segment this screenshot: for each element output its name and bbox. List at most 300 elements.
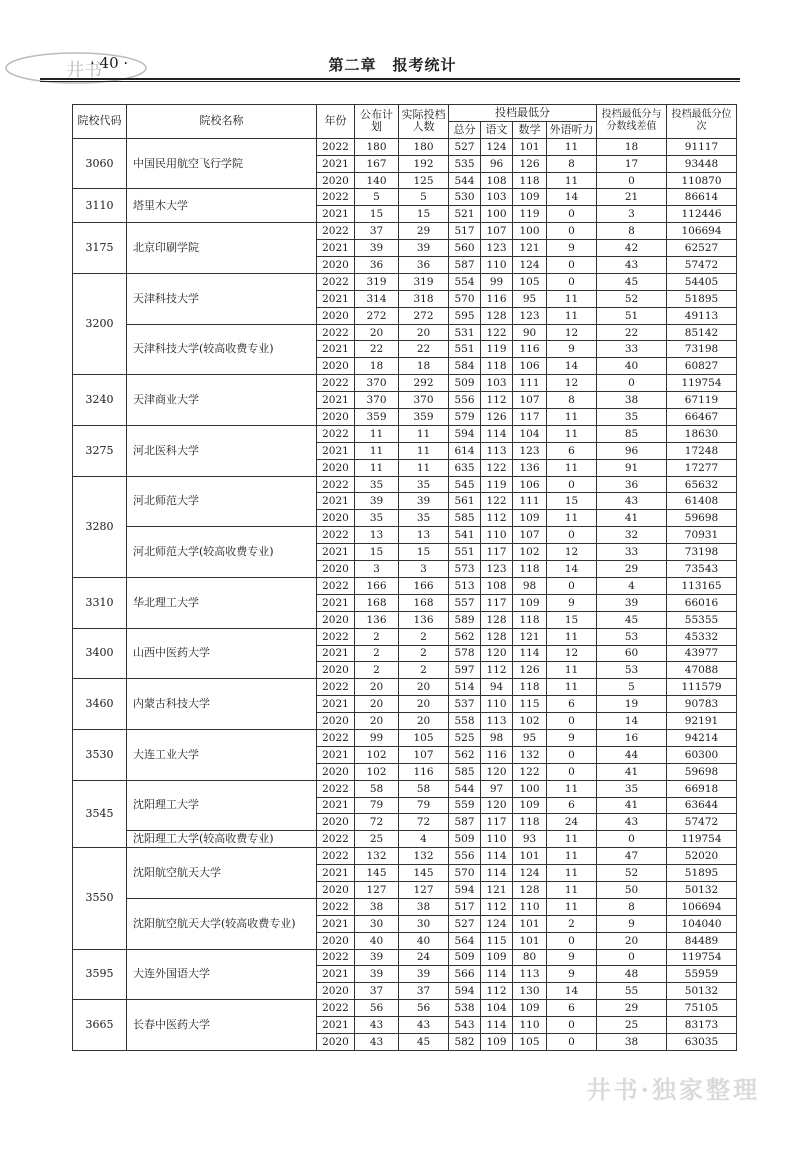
cell-math: 118	[513, 561, 547, 578]
cell-actual: 35	[399, 476, 449, 493]
cell-actual: 15	[399, 206, 449, 223]
school-name: 天津科技大学	[127, 273, 317, 324]
cell-actual: 370	[399, 392, 449, 409]
cell-total: 558	[449, 713, 481, 730]
cell-diff: 52	[597, 865, 667, 882]
cell-diff: 42	[597, 240, 667, 257]
cell-plan: 39	[355, 949, 399, 966]
cell-math: 115	[513, 696, 547, 713]
cell-rank: 119754	[667, 949, 737, 966]
cell-rank: 65632	[667, 476, 737, 493]
cell-rank: 83173	[667, 1017, 737, 1034]
cell-listening: 9	[547, 341, 597, 358]
cell-diff: 60	[597, 645, 667, 662]
cell-year: 2021	[317, 797, 355, 814]
cell-plan: 3	[355, 561, 399, 578]
cell-diff: 38	[597, 1033, 667, 1050]
cell-actual: 2	[399, 662, 449, 679]
cell-diff: 52	[597, 290, 667, 307]
cell-chinese: 122	[481, 459, 513, 476]
cell-year: 2022	[317, 189, 355, 206]
cell-rank: 92191	[667, 713, 737, 730]
cell-chinese: 119	[481, 341, 513, 358]
cell-listening: 12	[547, 645, 597, 662]
cell-rank: 60300	[667, 746, 737, 763]
cell-total: 584	[449, 358, 481, 375]
cell-plan: 35	[355, 510, 399, 527]
school-name: 华北理工大学	[127, 577, 317, 628]
cell-listening: 8	[547, 155, 597, 172]
cell-math: 107	[513, 392, 547, 409]
cell-year: 2020	[317, 409, 355, 426]
cell-plan: 99	[355, 729, 399, 746]
cell-rank: 50132	[667, 881, 737, 898]
cell-diff: 33	[597, 544, 667, 561]
cell-actual: 5	[399, 189, 449, 206]
cell-listening: 9	[547, 594, 597, 611]
cell-chinese: 104	[481, 1000, 513, 1017]
cell-year: 2022	[317, 577, 355, 594]
cell-chinese: 114	[481, 425, 513, 442]
cell-total: 513	[449, 577, 481, 594]
cell-diff: 43	[597, 493, 667, 510]
cell-actual: 116	[399, 763, 449, 780]
cell-rank: 113165	[667, 577, 737, 594]
cell-chinese: 99	[481, 273, 513, 290]
cell-chinese: 96	[481, 155, 513, 172]
cell-actual: 192	[399, 155, 449, 172]
cell-math: 109	[513, 1000, 547, 1017]
cell-rank: 67119	[667, 392, 737, 409]
cell-math: 110	[513, 1017, 547, 1034]
school-name: 中国民用航空飞行学院	[127, 138, 317, 189]
cell-actual: 292	[399, 375, 449, 392]
cell-math: 109	[513, 594, 547, 611]
cell-year: 2022	[317, 324, 355, 341]
cell-listening: 6	[547, 442, 597, 459]
cell-listening: 11	[547, 865, 597, 882]
cell-rank: 75105	[667, 1000, 737, 1017]
cell-chinese: 116	[481, 290, 513, 307]
cell-listening: 14	[547, 561, 597, 578]
cell-chinese: 97	[481, 780, 513, 797]
school-name: 长春中医药大学	[127, 1000, 317, 1051]
cell-actual: 43	[399, 1017, 449, 1034]
cell-chinese: 108	[481, 577, 513, 594]
cell-actual: 319	[399, 273, 449, 290]
cell-diff: 51	[597, 307, 667, 324]
cell-total: 594	[449, 983, 481, 1000]
cell-plan: 168	[355, 594, 399, 611]
school-code: 3310	[73, 577, 127, 628]
cell-actual: 79	[399, 797, 449, 814]
cell-listening: 14	[547, 189, 597, 206]
cell-actual: 15	[399, 544, 449, 561]
cell-plan: 35	[355, 476, 399, 493]
cell-plan: 132	[355, 848, 399, 865]
col-total-header: 总分	[449, 121, 481, 138]
cell-rank: 17277	[667, 459, 737, 476]
cell-total: 509	[449, 831, 481, 848]
cell-listening: 11	[547, 881, 597, 898]
cell-total: 537	[449, 696, 481, 713]
cell-rank: 43977	[667, 645, 737, 662]
cell-plan: 18	[355, 358, 399, 375]
cell-listening: 0	[547, 1017, 597, 1034]
cell-listening: 0	[547, 273, 597, 290]
cell-year: 2021	[317, 915, 355, 932]
cell-rank: 57472	[667, 814, 737, 831]
cell-actual: 125	[399, 172, 449, 189]
cell-plan: 39	[355, 240, 399, 257]
cell-actual: 318	[399, 290, 449, 307]
cell-year: 2020	[317, 932, 355, 949]
cell-plan: 11	[355, 459, 399, 476]
cell-chinese: 128	[481, 307, 513, 324]
cell-chinese: 124	[481, 915, 513, 932]
col-chinese-header: 语文	[481, 121, 513, 138]
cell-diff: 55	[597, 983, 667, 1000]
cell-year: 2022	[317, 628, 355, 645]
cell-year: 2021	[317, 442, 355, 459]
cell-diff: 35	[597, 409, 667, 426]
cell-chinese: 94	[481, 679, 513, 696]
cell-year: 2022	[317, 679, 355, 696]
table-row	[73, 898, 737, 915]
cell-actual: 11	[399, 442, 449, 459]
cell-listening: 0	[547, 476, 597, 493]
col-diff-header: 投档最低分与分数线差值	[597, 105, 667, 139]
cell-year: 2022	[317, 898, 355, 915]
cell-rank: 49113	[667, 307, 737, 324]
cell-listening: 6	[547, 797, 597, 814]
table-row	[73, 189, 737, 206]
cell-total: 585	[449, 763, 481, 780]
cell-diff: 35	[597, 780, 667, 797]
cell-year: 2020	[317, 459, 355, 476]
cell-total: 597	[449, 662, 481, 679]
cell-diff: 53	[597, 662, 667, 679]
cell-rank: 51895	[667, 290, 737, 307]
cell-actual: 180	[399, 138, 449, 155]
cell-diff: 0	[597, 831, 667, 848]
school-code: 3545	[73, 780, 127, 848]
cell-math: 117	[513, 409, 547, 426]
table-row	[73, 138, 737, 155]
cell-listening: 24	[547, 814, 597, 831]
cell-plan: 56	[355, 1000, 399, 1017]
cell-actual: 20	[399, 696, 449, 713]
school-name: 塔里木大学	[127, 189, 317, 223]
cell-year: 2021	[317, 696, 355, 713]
cell-actual: 38	[399, 898, 449, 915]
cell-total: 595	[449, 307, 481, 324]
cell-year: 2022	[317, 1000, 355, 1017]
cell-listening: 11	[547, 138, 597, 155]
cell-listening: 0	[547, 527, 597, 544]
cell-diff: 22	[597, 324, 667, 341]
cell-rank: 59698	[667, 510, 737, 527]
cell-total: 517	[449, 223, 481, 240]
cell-year: 2020	[317, 510, 355, 527]
cell-listening: 0	[547, 713, 597, 730]
cell-plan: 43	[355, 1017, 399, 1034]
cell-chinese: 116	[481, 746, 513, 763]
cell-year: 2020	[317, 257, 355, 274]
table-row	[73, 949, 737, 966]
cell-listening: 11	[547, 510, 597, 527]
cell-total: 543	[449, 1017, 481, 1034]
cell-math: 109	[513, 510, 547, 527]
cell-rank: 110870	[667, 172, 737, 189]
cell-actual: 39	[399, 493, 449, 510]
cell-diff: 41	[597, 763, 667, 780]
cell-total: 570	[449, 290, 481, 307]
school-code: 3200	[73, 273, 127, 374]
cell-year: 2022	[317, 780, 355, 797]
cell-math: 80	[513, 949, 547, 966]
table-row	[73, 628, 737, 645]
school-code: 3595	[73, 949, 127, 1000]
cell-math: 109	[513, 189, 547, 206]
cell-year: 2021	[317, 746, 355, 763]
cell-plan: 2	[355, 645, 399, 662]
table-row	[73, 729, 737, 746]
table-row	[73, 273, 737, 290]
cell-rank: 106694	[667, 223, 737, 240]
cell-total: 517	[449, 898, 481, 915]
cell-listening: 11	[547, 780, 597, 797]
cell-year: 2020	[317, 172, 355, 189]
cell-math: 124	[513, 257, 547, 274]
cell-plan: 39	[355, 493, 399, 510]
cell-year: 2021	[317, 493, 355, 510]
cell-year: 2022	[317, 831, 355, 848]
cell-chinese: 114	[481, 848, 513, 865]
cell-plan: 13	[355, 527, 399, 544]
logo-text: 井书	[66, 60, 102, 81]
cell-actual: 13	[399, 527, 449, 544]
cell-diff: 85	[597, 425, 667, 442]
cell-rank: 59698	[667, 763, 737, 780]
school-name: 河北师范大学	[127, 476, 317, 527]
school-code: 3280	[73, 476, 127, 577]
cell-total: 579	[449, 409, 481, 426]
cell-rank: 66467	[667, 409, 737, 426]
cell-chinese: 122	[481, 324, 513, 341]
cell-diff: 96	[597, 442, 667, 459]
cell-year: 2021	[317, 966, 355, 983]
cell-listening: 11	[547, 409, 597, 426]
table-row	[73, 375, 737, 392]
cell-year: 2022	[317, 375, 355, 392]
cell-listening: 12	[547, 544, 597, 561]
cell-rank: 119754	[667, 831, 737, 848]
admission-stats-table	[72, 104, 737, 1051]
cell-math: 109	[513, 797, 547, 814]
cell-year: 2022	[317, 223, 355, 240]
cell-year: 2020	[317, 763, 355, 780]
cell-actual: 24	[399, 949, 449, 966]
cell-rank: 73198	[667, 544, 737, 561]
cell-plan: 370	[355, 392, 399, 409]
table-body	[73, 138, 737, 1050]
cell-math: 101	[513, 915, 547, 932]
cell-total: 566	[449, 966, 481, 983]
cell-chinese: 117	[481, 544, 513, 561]
cell-math: 114	[513, 645, 547, 662]
cell-listening: 0	[547, 1033, 597, 1050]
cell-chinese: 120	[481, 763, 513, 780]
cell-math: 121	[513, 628, 547, 645]
cell-diff: 33	[597, 341, 667, 358]
cell-rank: 62527	[667, 240, 737, 257]
cell-plan: 145	[355, 865, 399, 882]
cell-diff: 39	[597, 594, 667, 611]
cell-listening: 11	[547, 307, 597, 324]
cell-math: 95	[513, 729, 547, 746]
cell-plan: 20	[355, 713, 399, 730]
cell-actual: 20	[399, 324, 449, 341]
cell-diff: 29	[597, 1000, 667, 1017]
cell-diff: 48	[597, 966, 667, 983]
cell-chinese: 112	[481, 392, 513, 409]
cell-chinese: 119	[481, 476, 513, 493]
cell-math: 104	[513, 425, 547, 442]
cell-year: 2022	[317, 476, 355, 493]
school-code: 3175	[73, 223, 127, 274]
cell-rank: 63035	[667, 1033, 737, 1050]
cell-rank: 93448	[667, 155, 737, 172]
cell-total: 559	[449, 797, 481, 814]
cell-plan: 20	[355, 696, 399, 713]
cell-actual: 132	[399, 848, 449, 865]
page-number: · 40 ·	[90, 54, 129, 72]
cell-actual: 40	[399, 932, 449, 949]
cell-listening: 12	[547, 375, 597, 392]
cell-plan: 167	[355, 155, 399, 172]
cell-math: 110	[513, 898, 547, 915]
cell-chinese: 112	[481, 898, 513, 915]
cell-plan: 37	[355, 983, 399, 1000]
cell-total: 562	[449, 746, 481, 763]
cell-actual: 72	[399, 814, 449, 831]
cell-listening: 11	[547, 459, 597, 476]
cell-total: 557	[449, 594, 481, 611]
cell-diff: 0	[597, 949, 667, 966]
cell-math: 136	[513, 459, 547, 476]
school-code: 3460	[73, 679, 127, 730]
school-code: 3240	[73, 375, 127, 426]
cell-chinese: 110	[481, 831, 513, 848]
cell-year: 2021	[317, 290, 355, 307]
cell-plan: 15	[355, 544, 399, 561]
cell-rank: 112446	[667, 206, 737, 223]
cell-diff: 41	[597, 797, 667, 814]
cell-rank: 55959	[667, 966, 737, 983]
cell-math: 111	[513, 375, 547, 392]
cell-math: 100	[513, 223, 547, 240]
col-name-header: 院校名称	[127, 105, 317, 139]
cell-math: 126	[513, 662, 547, 679]
cell-listening: 11	[547, 628, 597, 645]
cell-rank: 91117	[667, 138, 737, 155]
cell-plan: 2	[355, 662, 399, 679]
cell-chinese: 98	[481, 729, 513, 746]
cell-diff: 19	[597, 696, 667, 713]
cell-plan: 20	[355, 679, 399, 696]
cell-listening: 6	[547, 696, 597, 713]
header-row-1	[73, 105, 737, 122]
cell-listening: 11	[547, 898, 597, 915]
cell-year: 2020	[317, 713, 355, 730]
cell-math: 118	[513, 679, 547, 696]
cell-year: 2021	[317, 594, 355, 611]
cell-total: 551	[449, 341, 481, 358]
table-row	[73, 527, 737, 544]
cell-listening: 0	[547, 763, 597, 780]
cell-math: 119	[513, 206, 547, 223]
cell-plan: 5	[355, 189, 399, 206]
cell-rank: 86614	[667, 189, 737, 206]
cell-plan: 319	[355, 273, 399, 290]
cell-plan: 30	[355, 915, 399, 932]
cell-actual: 359	[399, 409, 449, 426]
school-code: 3400	[73, 628, 127, 679]
cell-year: 2022	[317, 273, 355, 290]
cell-plan: 15	[355, 206, 399, 223]
cell-math: 123	[513, 442, 547, 459]
cell-total: 594	[449, 881, 481, 898]
cell-math: 118	[513, 172, 547, 189]
cell-total: 514	[449, 679, 481, 696]
cell-plan: 166	[355, 577, 399, 594]
cell-math: 93	[513, 831, 547, 848]
cell-diff: 40	[597, 358, 667, 375]
cell-total: 556	[449, 848, 481, 865]
cell-plan: 25	[355, 831, 399, 848]
cell-diff: 3	[597, 206, 667, 223]
cell-total: 562	[449, 628, 481, 645]
cell-chinese: 110	[481, 696, 513, 713]
footer-watermark: 井书·独家整理	[586, 1075, 760, 1104]
cell-chinese: 122	[481, 493, 513, 510]
col-math-header: 数学	[513, 121, 547, 138]
school-name: 北京印刷学院	[127, 223, 317, 274]
cell-chinese: 126	[481, 409, 513, 426]
cell-plan: 11	[355, 442, 399, 459]
table-row	[73, 848, 737, 865]
school-name: 沈阳理工大学(较高收费专业)	[127, 831, 317, 848]
cell-diff: 32	[597, 527, 667, 544]
cell-diff: 0	[597, 172, 667, 189]
table-row	[73, 425, 737, 442]
cell-listening: 11	[547, 831, 597, 848]
cell-diff: 18	[597, 138, 667, 155]
cell-total: 578	[449, 645, 481, 662]
school-code: 3275	[73, 425, 127, 476]
table-row	[73, 476, 737, 493]
cell-actual: 29	[399, 223, 449, 240]
cell-listening: 11	[547, 290, 597, 307]
col-actual-header: 实际投档人数	[399, 105, 449, 139]
cell-rank: 111579	[667, 679, 737, 696]
cell-math: 95	[513, 290, 547, 307]
cell-year: 2021	[317, 206, 355, 223]
cell-rank: 66918	[667, 780, 737, 797]
cell-diff: 21	[597, 189, 667, 206]
cell-listening: 11	[547, 848, 597, 865]
